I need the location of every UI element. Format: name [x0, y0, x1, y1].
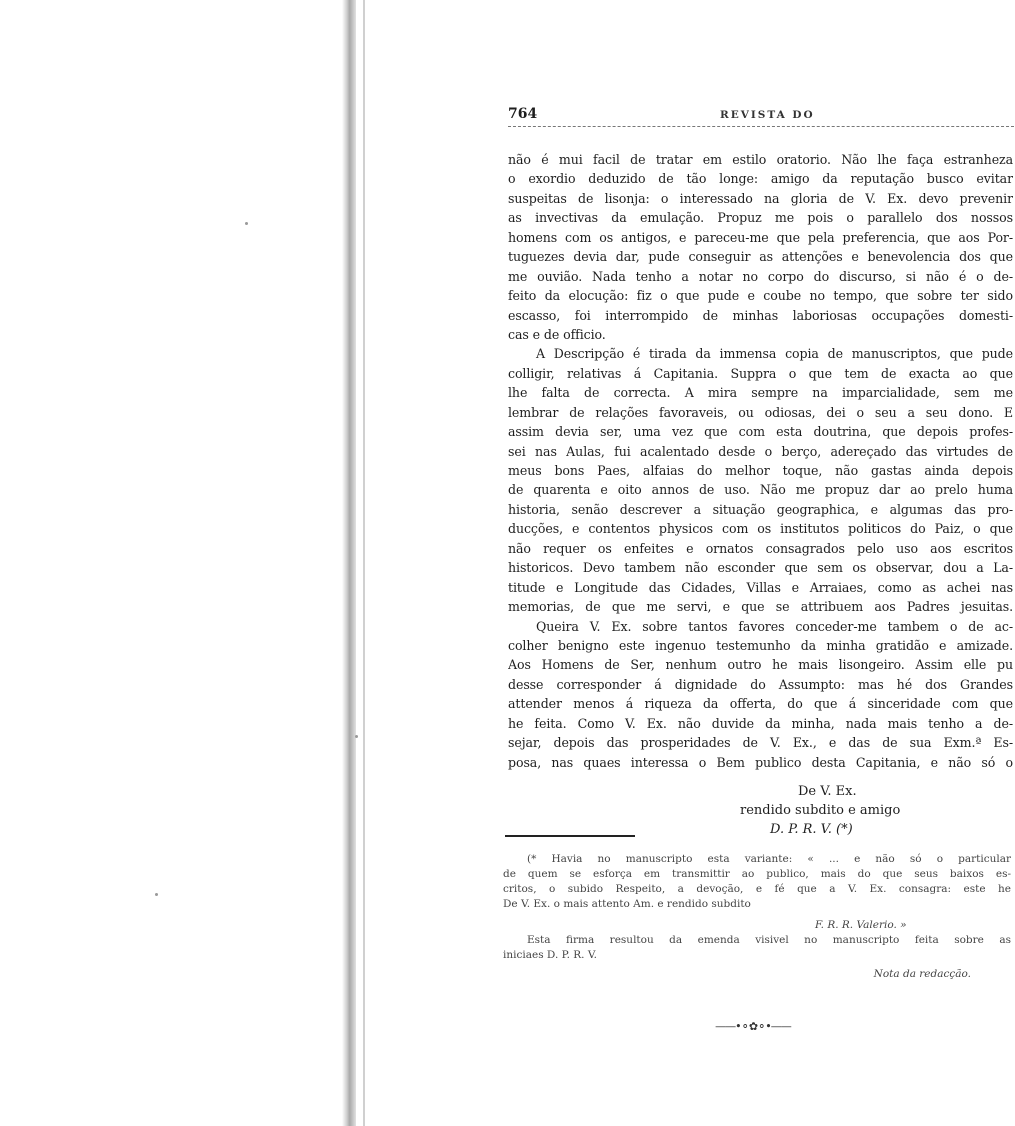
text-line: memorias, de que me servi, e que se attribuem aos Padres jesuitas.: [508, 599, 1013, 615]
scan-speck: [355, 735, 358, 738]
text-line: historia, senão descrever a situação geographica, e algumas das pro-: [508, 501, 1013, 517]
text-line: me ouvião. Nada tenho a notar no corpo do discurso, si não é o de-: [508, 268, 1013, 284]
running-title: REVISTA DO: [720, 109, 815, 121]
page-header: [508, 106, 1014, 126]
ornament-divider: ——•⚬✿⚬•——: [715, 1020, 791, 1033]
text-line: desse corresponder á dignidade do Assumpto: mas hé dos Grandes: [508, 676, 1013, 692]
text-line: não é mui facil de tratar em estilo oratorio. Não lhe faça estranheza: [508, 152, 1013, 167]
text-line: escasso, foi interrompido de minhas laboriosas occupações domesti-: [508, 307, 1013, 323]
closing-salutation: De V. Ex.: [798, 784, 857, 799]
footnote-line: (* Havia no manuscripto esta variante: « ... e não só o particular: [527, 853, 1011, 865]
footnote-note-line: iniciaes D. P. R. V.: [503, 949, 597, 961]
footnote-line: critos, o subido Respeito, a devoção, e fé que a V. Ex. consagra: este he: [503, 883, 1011, 895]
page-gutter-line: [363, 0, 365, 1126]
text-line: lembrar de relações favoraveis, ou odiosas, dei o seu a seu dono. E: [508, 404, 1013, 420]
text-line: he feita. Como V. Ex. não duvide da minha, nada mais tenho a de-: [508, 715, 1013, 731]
footnote-note-line: Esta firma resultou da emenda visivel no manuscripto feita sobre as: [527, 934, 1011, 946]
footnote-rule: [505, 835, 635, 837]
text-line: de quarenta e oito annos de uso. Não me propuz dar ao prelo huma: [508, 482, 1013, 498]
scan-speck: [245, 222, 248, 225]
scan-speck: [155, 893, 158, 896]
text-line: titude e Longitude das Cidades, Villas e Arraiaes, como as achei nas: [508, 579, 1013, 595]
text-line: A Descripção é tirada da immensa copia de manuscriptos, que pude: [536, 346, 1013, 362]
page-gutter-shadow: [342, 0, 356, 1126]
text-line: ducções, e contentos physicos com os institutos politicos do Paiz, o que: [508, 521, 1013, 537]
body-text: [508, 150, 1013, 772]
text-line: as invectivas da emulação. Propuz me pois o parallelo dos nossos: [508, 210, 1013, 226]
header-rule: [508, 126, 1014, 127]
closing-initials: D. P. R. V. (*): [770, 822, 853, 837]
text-line: meus bons Paes, alfaias do melhor toque, não gastas ainda depois: [508, 463, 1013, 478]
text-line: attender menos á riqueza da offerta, do que á sinceridade com que: [508, 696, 1013, 712]
text-line: Aos Homens de Ser, nenhum outro he mais lisongeiro. Assim elle pu: [508, 657, 1013, 673]
text-line: historicos. Devo tambem não esconder que sem os observar, dou a La-: [508, 560, 1013, 576]
page-number: 764: [508, 106, 538, 122]
footnote-line: de quem se esforça em transmittir ao publico, mais do que seus baixos es-: [503, 868, 1011, 880]
text-line: feito da elocução: fiz o que pude e coube no tempo, que sobre ter sido: [508, 288, 1013, 304]
text-line: o exordio deduzido de tão longe: amigo da reputação busco evitar: [508, 171, 1013, 187]
text-line: sejar, depois das prosperidades de V. Ex., e das de sua Exm.ª Es-: [508, 735, 1013, 751]
closing-block: [508, 782, 1014, 839]
text-line: não requer os enfeites e ornatos consagrados pelo uso aos escritos: [508, 540, 1013, 556]
footnote: [503, 852, 1011, 982]
footnote-line: De V. Ex. o mais attento Am. e rendido subdito: [503, 898, 751, 910]
text-line: colligir, relativas á Capitania. Suppra o que tem de exacta ao que: [508, 365, 1013, 381]
text-line: homens com os antigos, e pareceu-me que pela preferencia, que aos Por-: [508, 229, 1013, 245]
text-line: lhe falta de correcta. A mira sempre na imparcialidade, sem me: [508, 385, 1013, 401]
text-line: cas e de officio.: [508, 326, 606, 342]
text-line: assim devia ser, uma vez que com esta doutrina, que depois profes-: [508, 424, 1013, 440]
text-line: Queira V. Ex. sobre tantos favores conceder-me tambem o de ac-: [536, 618, 1013, 634]
footnote-signature: F. R. R. Valerio. »: [815, 919, 907, 931]
text-line: suspeitas de lisonja: o interessado na gloria de V. Ex. devo prevenir: [508, 190, 1013, 206]
text-line: sei nas Aulas, fui acalentado desde o berço, adereçado das virtudes de: [508, 443, 1013, 459]
text-line: colher benigno este ingenuo testemunho da minha gratidão e amizade.: [508, 637, 1013, 653]
text-line: posa, nas quaes interessa o Bem publico desta Capitania, e não só o: [508, 754, 1013, 770]
closing-phrase: rendido subdito e amigo: [740, 803, 901, 818]
text-line: tuguezes devia dar, pude conseguir as attenções e benevolencia dos que: [508, 249, 1013, 265]
editorial-attribution: Nota da redacção.: [873, 968, 971, 980]
